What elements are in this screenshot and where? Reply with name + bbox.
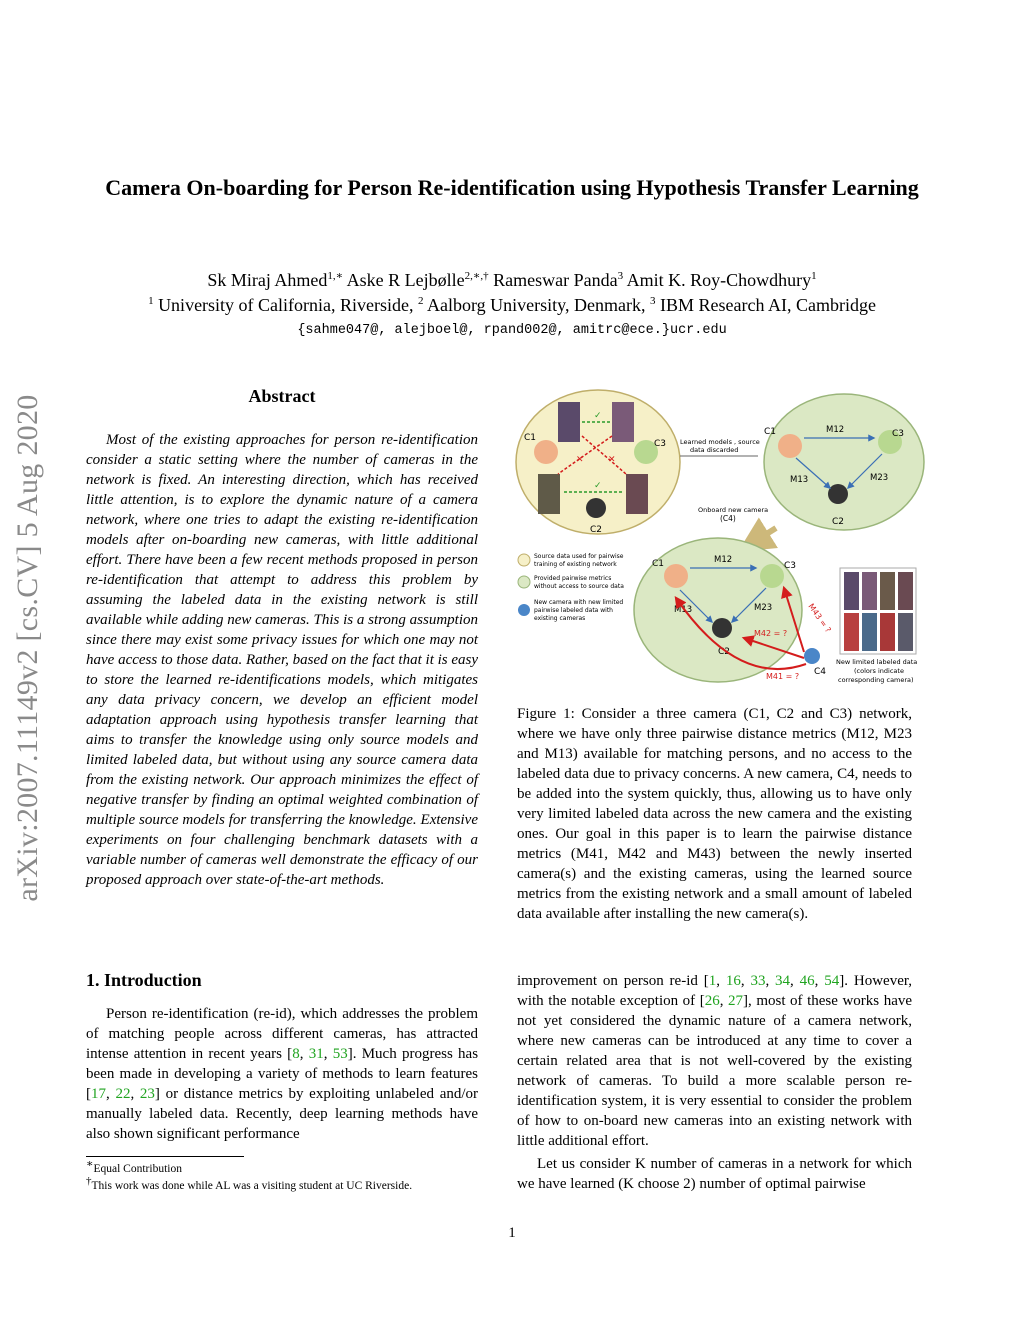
svg-text:M13: M13 xyxy=(674,605,693,615)
citation-link[interactable]: 23 xyxy=(139,1086,155,1102)
figure-1 xyxy=(508,388,928,693)
svg-text:without access to source data: without access to source data xyxy=(534,583,624,590)
svg-text:C3: C3 xyxy=(654,439,667,449)
svg-text:(colors indicate: (colors indicate xyxy=(854,667,904,675)
svg-text:C4: C4 xyxy=(814,667,827,677)
intro-paragraph: Person re-identification (re-id), which addresses the problem of matching people across different cameras, has attracted intense attention in recent years [8, 31, 53]. Much progress has been made in developing a variety of methods to learn features [17, 22, 23] or distance metrics by exploiting unlabeled and/or manually labeled data. Recently, deep learning methods have also shown significant performance xyxy=(86,1006,479,1142)
svg-text:M13: M13 xyxy=(790,475,809,485)
svg-text:M42 = ?: M42 = ? xyxy=(754,629,788,638)
citation-link[interactable]: 8 xyxy=(292,1046,300,1062)
affiliations: $^1$ University of California, Riverside, $^2$ Aalborg University, Denmark, $^3$ IBM Research AI, Cambridge xyxy=(148,295,876,315)
citation-link[interactable]: 17 xyxy=(91,1086,106,1102)
citation-link[interactable]: 34 xyxy=(775,973,791,989)
svg-text:M12: M12 xyxy=(826,425,845,435)
intro-paragraph-right: improvement on person re-id [1, 16, 33, 34, 46, 54]. However, with the notable exception of [26, 27], most of these works have not yet considered the dynamic nature of a camera network, where new cameras can be introduced at any time to cover a certain related area that is not well-covered by the existing network of cameras. To build a more scalable person re-identification system, it is very essential to consider the problem of how to on-board new cameras into an existing network with little additional effort. xyxy=(517,973,913,1149)
existing-network-circle xyxy=(764,394,924,530)
abstract-heading: Abstract xyxy=(248,386,316,406)
svg-text:✓: ✓ xyxy=(594,481,602,491)
figure-caption: Figure 1: Consider a three camera (C1, C2 and C3) network, where we have only three pairwise distance metrics (M12, M23 and M13) available for matching persons, and no access to the labeled data due to privacy concerns. A new camera, C4, needs to be added into the system quickly, thus, allowing us to have only very limited labeled data across the new camera and the existing ones. Our goal in this paper is to learn the pairwise distance metrics (M41, M42 and M43) between the newly inserted camera(s) and the existing cameras, using the learned source metrics from the existing network and a small amount of labeled data available after installing the new camera(s). xyxy=(517,706,912,922)
svg-text:data discarded: data discarded xyxy=(690,446,739,454)
author-name: Amit K. Roy-Chowdhury xyxy=(626,270,812,290)
svg-text:Learned models , source: Learned models , source xyxy=(680,438,760,446)
abstract-text: Most of the existing approaches for person re-identification consider a static setting where the number of cameras in the network is fixed. An interesting direction, which has received little attention, is to explore the dynamic nature of a camera network, where one tries to adapt the existing re-identification models after on-boarding new cameras, with little additional effort. There have been a few recent methods proposed in person re-identification that attempt to address this problem by assuming the labeled data in the existing network is still available while adding new cameras. This is a strong assumption since there may exist some privacy issues for which one may not have access to those data. Rather, based on the fact that it is easy to store the learned re-identifications models, which mitigates any data privacy concern, we develop an efficient model adaptation approach using hypothesis transfer learning that aims to transfer the knowledge using only source models and limited labeled data, but without using any source camera data from the existing network. Our approach minimizes the effect of negative transfer by finding an optimal weighted combination of multiple source models for transferring the knowledge. Extensive experiments on four challenging benchmark datasets with a variable number of cameras well demonstrate the efficacy of our proposed approach over state-of-the-art methods. xyxy=(86,432,479,888)
svg-text:C2: C2 xyxy=(832,517,845,527)
svg-text:M41 = ?: M41 = ? xyxy=(766,672,800,681)
svg-text:New limited labeled data: New limited labeled data xyxy=(836,658,918,666)
svg-text:C1: C1 xyxy=(652,559,665,569)
author-name: Sk Miraj Ahmed xyxy=(207,270,328,290)
citation-link[interactable]: 16 xyxy=(725,973,741,989)
svg-text:M23: M23 xyxy=(754,603,773,613)
citation-link[interactable]: 33 xyxy=(750,973,766,989)
svg-text:C3: C3 xyxy=(892,429,905,439)
footnote-rule xyxy=(86,1156,244,1157)
svg-text:New camera with new limited: New camera with new limited xyxy=(534,599,624,606)
citation-link[interactable]: 27 xyxy=(728,993,744,1009)
author-emails: {sahme047@, alejboel@, rpand002@, amitrc@ece.}ucr.edu xyxy=(297,323,727,338)
svg-text:✕: ✕ xyxy=(608,455,616,465)
svg-text:M43 = ?: M43 = ? xyxy=(806,601,833,635)
citation-link[interactable]: 53 xyxy=(332,1046,348,1062)
citation-link[interactable]: 31 xyxy=(308,1046,324,1062)
svg-text:Provided pairwise metrics: Provided pairwise metrics xyxy=(534,575,612,582)
svg-text:C3: C3 xyxy=(784,561,797,571)
svg-text:✕: ✕ xyxy=(576,455,584,465)
intro-heading: 1. Introduction xyxy=(86,970,202,990)
svg-text:C1: C1 xyxy=(524,433,537,443)
svg-text:training of existing network: training of existing network xyxy=(534,561,617,568)
author-list: Sk Miraj Ahmed$^{1,∗}$ Aske R Lejbølle$^{2,∗,\dagger}$ Rameswar Panda$^3$ Amit K. Roy-Chowdhury$^1$ xyxy=(207,270,817,290)
citation-link[interactable]: 46 xyxy=(799,973,815,989)
svg-text:C2: C2 xyxy=(590,525,603,535)
svg-text:(C4): (C4) xyxy=(720,514,736,523)
svg-text:M12: M12 xyxy=(714,555,733,565)
intro-paragraph-right-2: Let us consider K number of cameras in a network for which we have learned (K choose 2) number of optimal pairwise xyxy=(517,1156,912,1192)
svg-text:C1: C1 xyxy=(764,427,777,437)
citation-link[interactable]: 22 xyxy=(115,1086,131,1102)
citation-link[interactable]: 26 xyxy=(704,993,720,1009)
footnote-1: ∗Equal Contribution xyxy=(86,1158,182,1175)
paper-title: Camera On-boarding for Person Re-identification using Hypothesis Transfer Learning xyxy=(105,175,919,200)
svg-text:corresponding camera): corresponding camera) xyxy=(838,676,914,684)
svg-text:existing cameras: existing cameras xyxy=(534,615,586,622)
svg-text:pairwise labeled data with: pairwise labeled data with xyxy=(534,607,613,614)
page-number: 1 xyxy=(508,1225,516,1241)
arxiv-stamp: arXiv:2007.11149v2 [cs.CV] 5 Aug 2020 xyxy=(11,394,44,902)
svg-text:✓: ✓ xyxy=(594,411,602,421)
footnote-2: †This work was done while AL was a visiting student at UC Riverside. xyxy=(86,1175,413,1192)
svg-text:Onboard new camera: Onboard new camera xyxy=(698,506,769,514)
author-name: Aske R Lejbølle xyxy=(346,270,465,290)
svg-text:C2: C2 xyxy=(718,647,731,657)
citation-link[interactable]: 54 xyxy=(824,973,840,989)
citation-link[interactable]: 1 xyxy=(708,973,717,989)
svg-text:Source data used for pairwise: Source data used for pairwise xyxy=(534,553,624,560)
author-name: Rameswar Panda xyxy=(493,270,618,290)
svg-text:M23: M23 xyxy=(870,473,889,483)
